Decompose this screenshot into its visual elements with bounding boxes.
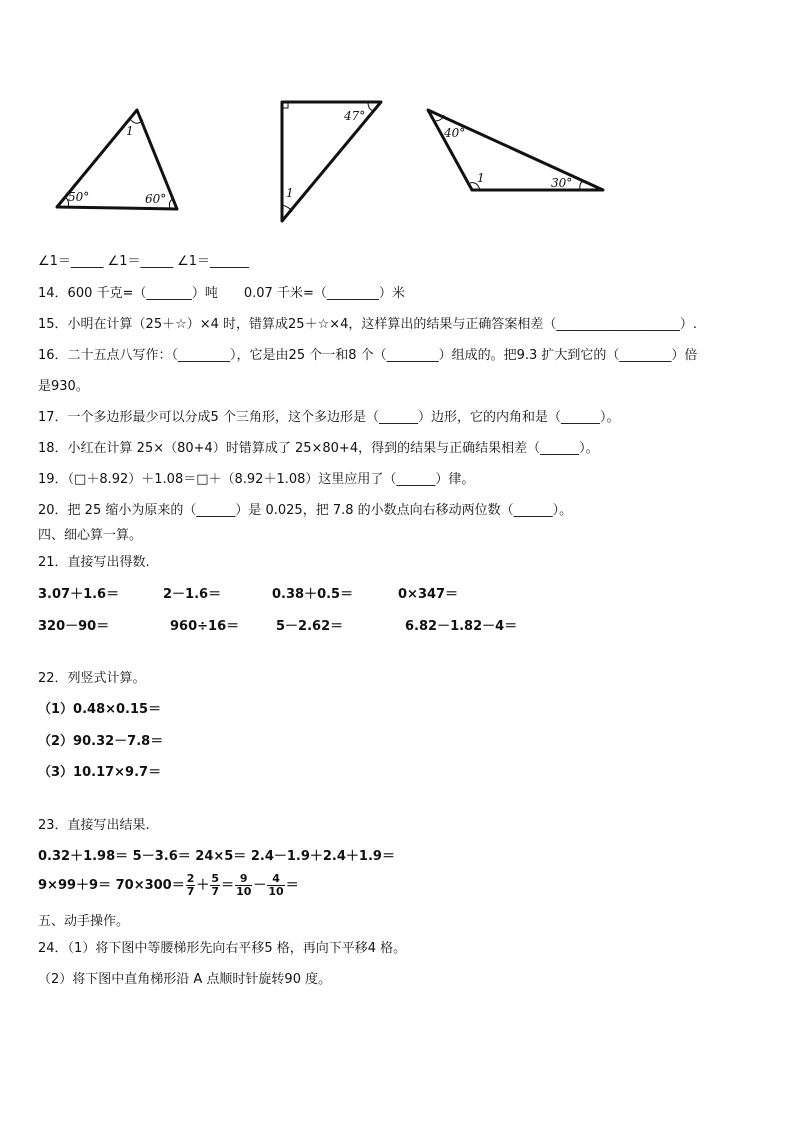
calc-item: 320－90＝ — [38, 619, 110, 634]
question-20: 20．把 25 缩小为原来的（______）是 0.025，把 7.8 的小数点向右移动两位数（______）。 — [38, 503, 573, 518]
fraction-1 — [186, 873, 196, 898]
question-23-row-1: 0.32＋1.98＝ 5－3.6＝ 24×5＝ 2.4－1.9＋2.4＋1.9＝ — [38, 849, 395, 864]
question-24-part-2: （2）将下图中直角梯形沿 A 点顺时针旋转90 度。 — [38, 972, 332, 987]
question-22-item-2: （2）90.32－7.8＝ — [38, 734, 164, 749]
triangle-2-angle-mark: 1 — [286, 186, 294, 200]
question-22-item-3: （3）10.17×9.7＝ — [38, 765, 162, 780]
calc-prefix: 9×99＋9＝ 70×300＝ — [38, 878, 185, 893]
question-19: 19．（□＋8.92）＋1.08＝□＋（8.92＋1.08）这里应用了（______）律。 — [38, 472, 475, 487]
calc-item: 0×347＝ — [398, 587, 459, 602]
angle-answer-line: ∠1＝_____ ∠1＝_____ ∠1＝______ — [38, 254, 250, 269]
calc-item: 6.82－1.82－4＝ — [405, 619, 518, 634]
triangle-1-left-angle: 50° — [68, 190, 90, 204]
fraction-4 — [267, 873, 284, 898]
question-23-row-2 — [38, 873, 299, 898]
question-22-title: 22．列竖式计算。 — [38, 671, 146, 686]
calc-item: 3.07＋1.6＝ — [38, 587, 120, 602]
fraction-denominator: 7 — [211, 885, 220, 898]
question-16: 16．二十五点八写作：（________），它是由25 个一和8 个（________）组成的。把9.3 扩大到它的（________）倍 — [38, 348, 698, 363]
question-23-title: 23．直接写出结果. — [38, 818, 150, 833]
equals-sign: ＝ — [221, 878, 235, 893]
fraction-denominator: 7 — [186, 885, 195, 898]
triangle-3-right-angle: 30° — [551, 176, 573, 190]
question-24-part-1: 24．（1）将下图中等腰梯形先向右平移5 格，再向下平移4 格。 — [38, 941, 407, 956]
question-16-continuation: 是930。 — [38, 379, 89, 394]
fraction-numerator: 9 — [235, 873, 252, 886]
question-17: 17．一个多边形最少可以分成5 个三角形，这个多边形是（______）边形，它的内角和是（______）。 — [38, 410, 620, 425]
fraction-numerator: 5 — [211, 872, 220, 885]
minus-sign: － — [253, 878, 267, 893]
fraction-numerator: 4 — [267, 873, 284, 886]
triangle-1-right-angle: 60° — [145, 192, 167, 206]
triangle-3-angle-mark: 1 — [477, 171, 485, 185]
calc-item: 5－2.62＝ — [276, 619, 344, 634]
equals-sign: ＝ — [285, 878, 299, 893]
question-14: 14．600 千克=（_______）吨 0.07 千米=（________）米 — [38, 286, 405, 301]
calc-item: 0.38＋0.5＝ — [272, 587, 354, 602]
fraction-denominator: 10 — [236, 885, 252, 898]
triangle-2-top-angle: 47° — [344, 109, 366, 123]
section-5-heading: 五、动手操作。 — [38, 914, 130, 929]
question-15: 15．小明在计算（25＋☆）×4 时，错算成25＋☆×4，这样算出的结果与正确答案相差（___________________）. — [38, 317, 698, 332]
triangle-2 — [282, 102, 381, 221]
triangle-3 — [428, 110, 603, 190]
fraction-3 — [235, 873, 252, 898]
section-4-heading: 四、细心算一算。 — [38, 528, 143, 543]
question-22-item-1: （1）0.48×0.15＝ — [38, 702, 162, 717]
fraction-denominator: 10 — [268, 885, 284, 898]
fraction-2 — [210, 873, 220, 898]
question-18: 18．小红在计算 25×（80+4）时错算成了 25×80+4，得到的结果与正确结果相差（______）。 — [38, 441, 599, 456]
question-21-title: 21．直接写出得数. — [38, 555, 150, 570]
plus-sign: ＋ — [196, 878, 210, 893]
calc-item: 960÷16＝ — [170, 619, 240, 634]
calc-item: 2－1.6＝ — [163, 587, 222, 602]
triangle-1-angle-mark: 1 — [126, 124, 134, 138]
triangle-1 — [57, 110, 177, 209]
triangle-figures — [40, 95, 620, 227]
fraction-numerator: 2 — [186, 872, 195, 885]
triangle-3-left-angle: 40° — [444, 126, 466, 140]
